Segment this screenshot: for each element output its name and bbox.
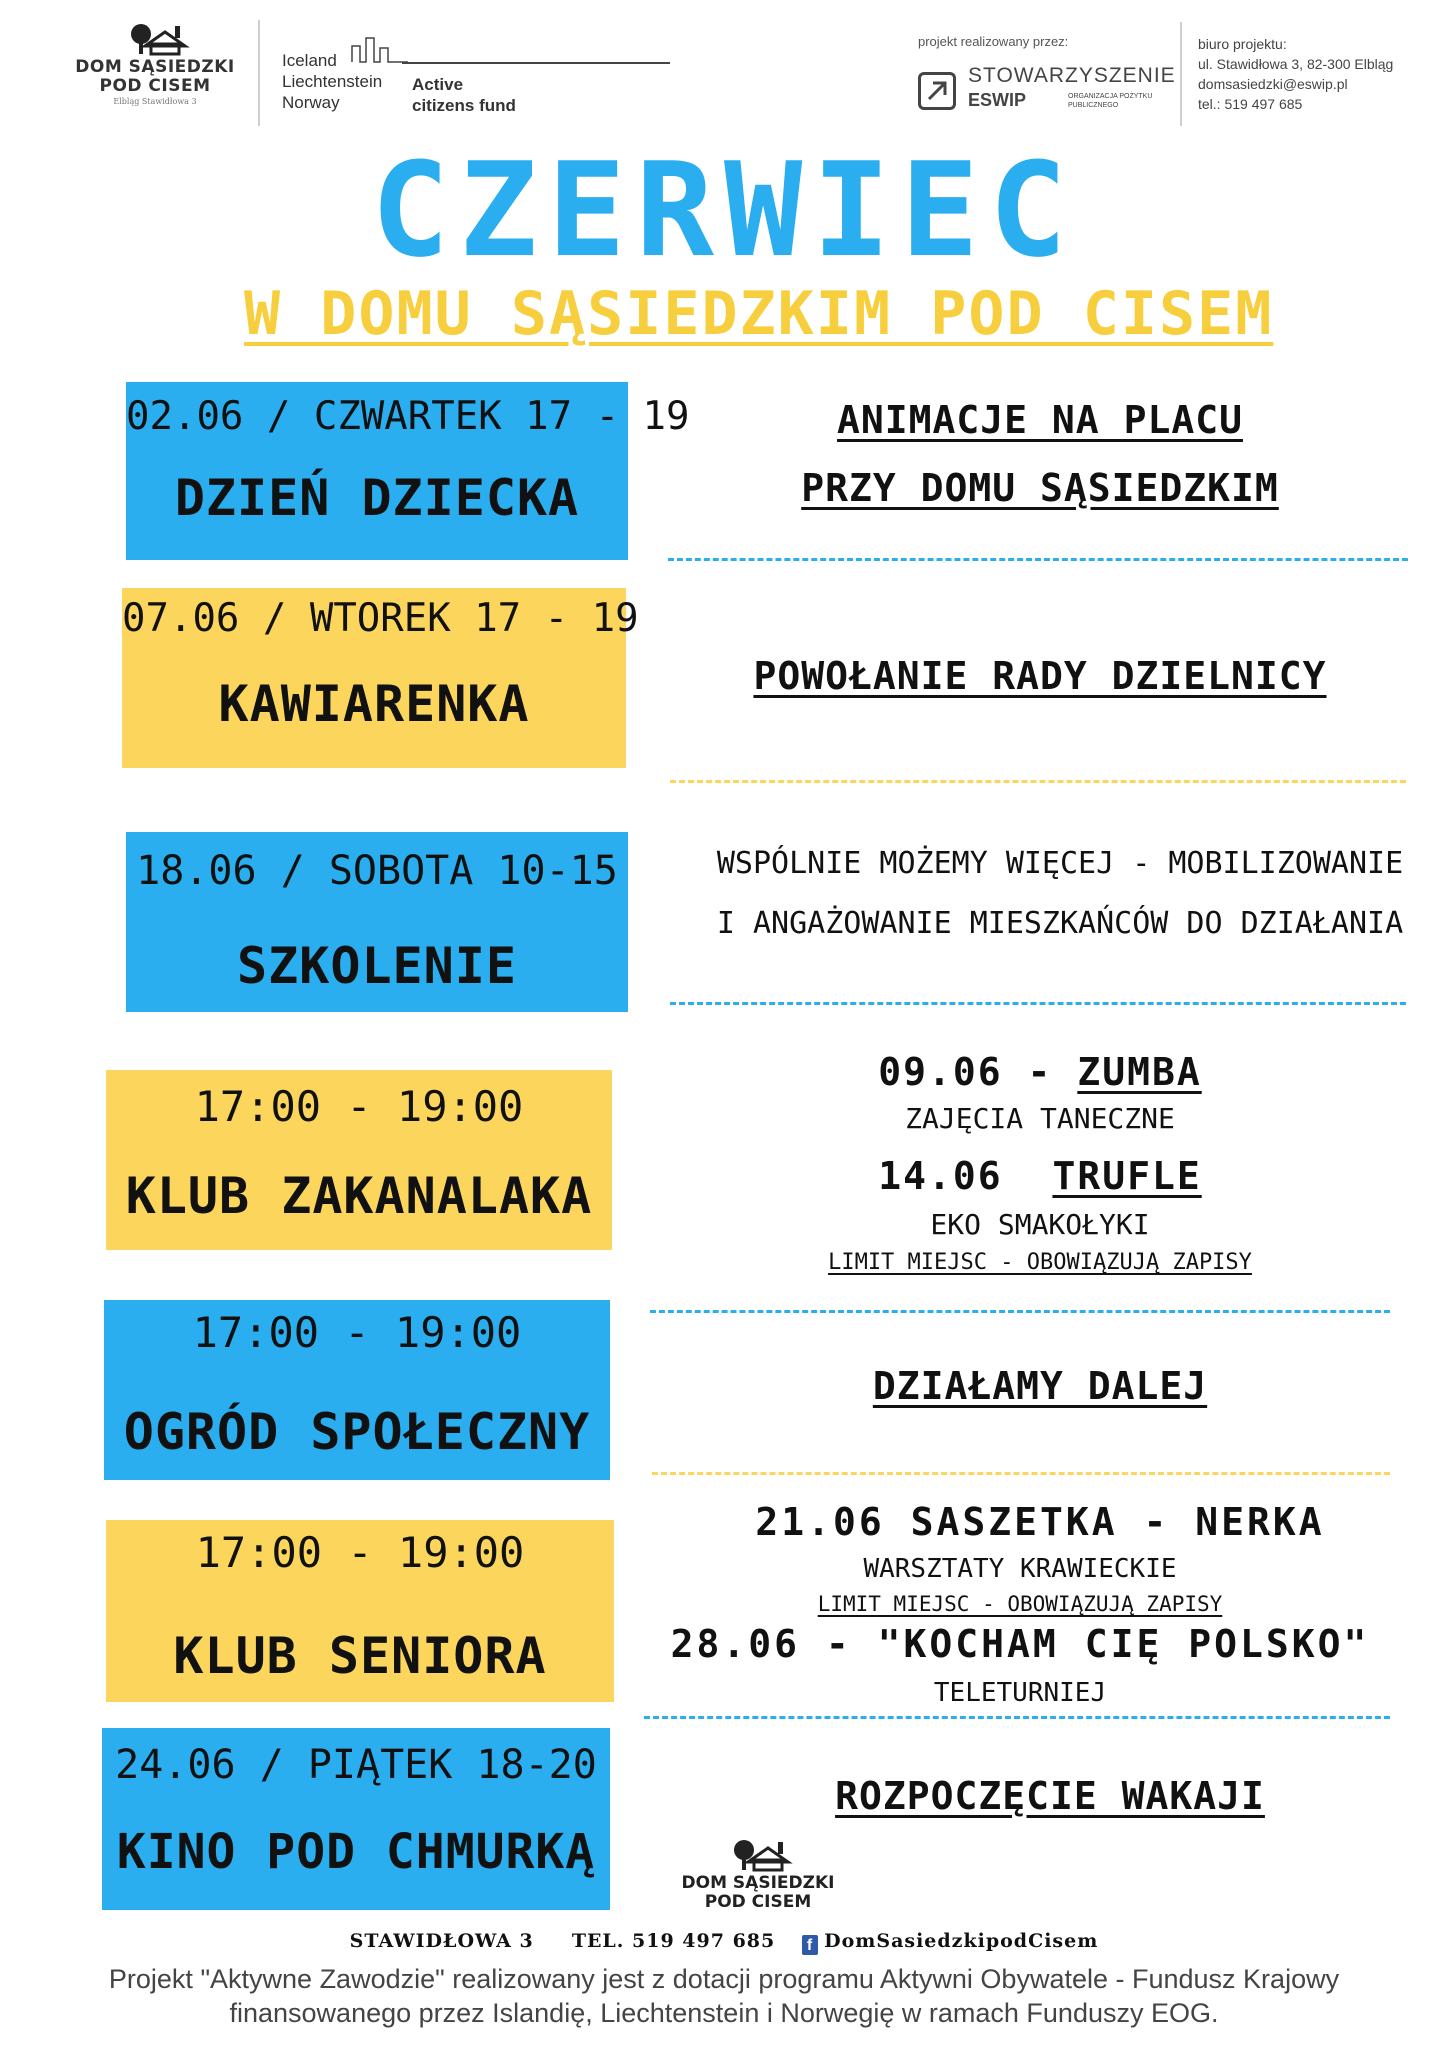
logo-line-3: Elbląg Stawidłowa 3 <box>113 97 197 106</box>
detail-animacje-line1: ANIMACJE NA PLACU <box>837 398 1243 442</box>
house-tree-icon <box>115 22 195 58</box>
detail-trufle-note: LIMIT MIEJSC - OBOWIĄZUJĄ ZAPISY <box>828 1250 1252 1275</box>
event-time: 24.06 / PIĄTEK 18-20 <box>115 1742 597 1788</box>
fund-active-line2: citizens fund <box>412 96 516 115</box>
fund-active <box>412 74 532 116</box>
event-box-dzien-dziecka <box>126 382 690 560</box>
event-time: 07.06 / WTOREK 17 - 19 <box>122 596 639 641</box>
project-office <box>1198 34 1393 114</box>
detail-zumba-desc: ZAJĘCIA TANECZNE <box>905 1102 1175 1135</box>
header-divider-2 <box>1180 22 1182 126</box>
footer-logo <box>668 1838 848 1912</box>
project-label: projekt realizowany przez: <box>918 34 1069 49</box>
event-box-klub-zakanalaka <box>106 1070 612 1250</box>
eswip-logo-icon <box>918 72 956 110</box>
separator-dashed <box>652 1472 1390 1475</box>
event-time: 17:00 - 19:00 <box>194 1082 524 1131</box>
detail-kocham-desc: TELETURNIEJ <box>933 1678 1107 1708</box>
trufle-date: 14.06 <box>878 1154 1053 1198</box>
detail-saszetka-note: LIMIT MIEJSC - OBOWIĄZUJĄ ZAPISY <box>817 1592 1223 1616</box>
event-box-szkolenie <box>126 832 628 1012</box>
page-title: CZERWIEC <box>370 134 1078 286</box>
separator-dashed <box>670 780 1406 783</box>
separator-dashed <box>668 558 1408 561</box>
zumba-date: 09.06 - <box>878 1050 1078 1094</box>
country-liechtenstein: Liechtenstein <box>282 72 383 91</box>
page-subtitle: W DOMU SĄSIEDZKIM POD CISEM <box>244 279 1274 349</box>
event-name: KLUB ZAKANALAKA <box>125 1167 593 1225</box>
country-norway: Norway <box>282 93 340 112</box>
footer-phone: TEL. 519 497 685 <box>571 1930 776 1952</box>
event-time: 17:00 - 19:00 <box>195 1528 525 1577</box>
event-name: DZIEŃ DZIECKA <box>174 469 580 527</box>
trufle-name: TRUFLE <box>1052 1154 1202 1198</box>
event-name: KAWIARENKA <box>218 675 530 733</box>
facebook-icon: f <box>802 1935 818 1955</box>
logo-line-2: POD CISEM <box>99 76 211 96</box>
detail-saszetka-title: 21.06 SASZETKA - NERKA <box>755 1500 1325 1544</box>
event-box-kawiarenka <box>122 588 639 768</box>
event-box-ogrod-spoleczny <box>104 1300 610 1480</box>
office-email: domsasiedzki@eswip.pl <box>1198 76 1348 92</box>
detail-trufle-title <box>660 1154 1420 1198</box>
event-name: OGRÓD SPOŁECZNY <box>123 1403 591 1461</box>
event-name: SZKOLENIE <box>237 937 517 995</box>
zumba-name: ZUMBA <box>1077 1050 1202 1094</box>
event-box-kino-pod-chmurka <box>102 1728 610 1910</box>
office-address: ul. Stawidłowa 3, 82-300 Elbląg <box>1198 56 1394 72</box>
country-iceland: Iceland <box>282 51 337 70</box>
detail-trufle-desc: EKO SMAKOŁYKI <box>930 1208 1150 1241</box>
detail-saszetka-desc: WARSZTATY KRAWIECKIE <box>863 1554 1177 1584</box>
house-tree-icon <box>718 1838 798 1874</box>
separator-dashed <box>650 1310 1390 1313</box>
fund-graphic-icon <box>350 34 410 64</box>
event-box-klub-seniora <box>106 1520 614 1702</box>
event-name: KLUB SENIORA <box>173 1627 547 1685</box>
office-phone: tel.: 519 497 685 <box>1198 96 1303 112</box>
separator-dashed <box>644 1716 1390 1719</box>
detail-animacje-line2: PRZY DOMU SĄSIEDZKIM <box>801 466 1279 510</box>
detail-szkolenie-line2: I ANGAŻOWANIE MIESZKAŃCÓW DO DZIAŁANIA <box>716 906 1404 941</box>
footer-facebook[interactable]: DomSasiedzkipodCisem <box>824 1930 1099 1952</box>
eswip-name: STOWARZYSZENIE <box>968 64 1176 87</box>
footer-text-line1: Projekt "Aktywne Zawodzie" realizowany jest z dotacji programu Aktywni Obywatele - Fundusz Krajowy <box>108 1964 1340 1994</box>
event-time: 17:00 - 19:00 <box>192 1308 522 1357</box>
header-divider <box>258 20 260 126</box>
footer-logo-line1: DOM SĄSIEDZKI <box>681 1873 835 1893</box>
footer-contact <box>0 1930 1448 1955</box>
dom-sasiedzki-logo <box>70 22 240 122</box>
footer-logo-line2: POD CISEM <box>704 1892 812 1912</box>
event-time: 18.06 / SOBOTA 10-15 <box>136 848 618 894</box>
fund-line <box>402 62 670 64</box>
event-name: KINO POD CHMURKĄ <box>116 1824 596 1880</box>
event-time: 02.06 / CZWARTEK 17 - 19 <box>126 394 690 439</box>
detail-szkolenie-line1: WSPÓLNIE MOŻEMY WIĘCEJ - MOBILIZOWANIE <box>716 846 1404 881</box>
footer-funding-text <box>0 1962 1448 2030</box>
logo-line-1: DOM SĄSIEDZKI <box>75 57 235 77</box>
fund-active-line1: Active <box>412 75 464 94</box>
separator-dashed <box>670 1002 1406 1005</box>
detail-rada-dzielnicy: POWOŁANIE RADY DZIELNICY <box>753 654 1327 698</box>
eswip-short: ESWIP <box>968 90 1027 110</box>
eswip-tiny: ORGANIZACJA POŻYTKU PUBLICZNEGO <box>1068 93 1153 109</box>
detail-kocham-title: 28.06 - "KOCHAM CIĘ POLSKO" <box>670 1622 1370 1666</box>
office-label: biuro projektu: <box>1198 36 1287 52</box>
detail-rozpoczecie-wakacji: ROZPOCZĘCIE WAKAJI <box>835 1774 1265 1818</box>
detail-dzialamy-dalej: DZIAŁAMY DALEJ <box>872 1364 1208 1408</box>
footer-address: STAWIDŁOWA 3 <box>349 1930 534 1952</box>
detail-zumba-title <box>660 1050 1420 1094</box>
footer-text-line2: finansowanego przez Islandię, Liechtenstein i Norwegię w ramach Funduszy EOG. <box>229 1998 1219 2028</box>
